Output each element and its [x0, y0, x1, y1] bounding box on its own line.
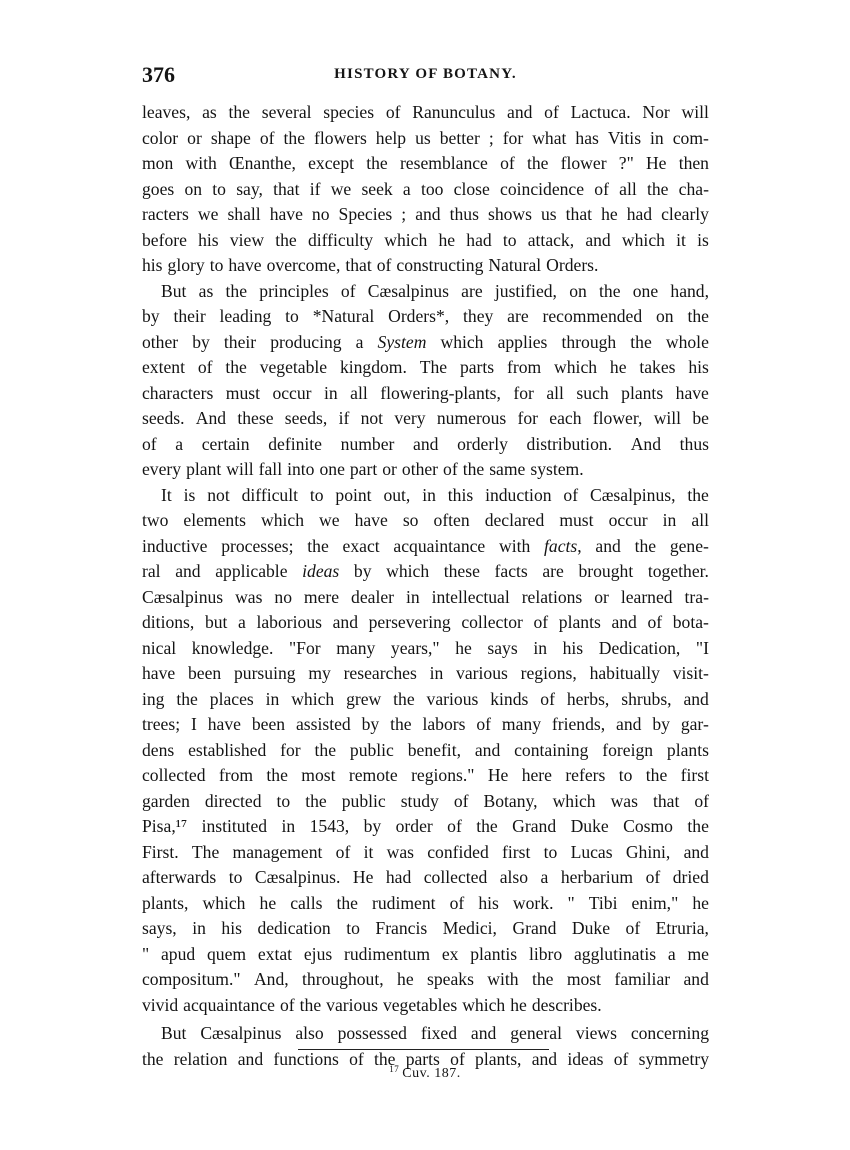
footnote-rule: [298, 1049, 549, 1050]
text-line: ral and applicable ideas by which these facts are brought together.: [142, 561, 709, 581]
text-line: by their leading to *Natural Orders*, they are recommended on the: [142, 306, 709, 326]
text-line: racters we shall have no Species ; and thus shows us that he had clearly: [142, 204, 709, 224]
text-line: ing the places in which grew the various kinds of herbs, shrubs, and: [142, 688, 709, 709]
text-line: before his view the difficulty which he had to attack, and which it is: [142, 229, 709, 250]
text-line: says, in his dedication to Francis Medici, Grand Duke of Etruria,: [142, 918, 709, 938]
text-line: inductive processes; the exact acquaintance with facts, and the gene-: [142, 535, 709, 556]
text-line: of a certain definite number and orderly distribution. And thus: [142, 433, 709, 454]
text-line: have been pursuing my researches in various regions, habitually visit-: [142, 663, 709, 683]
text-line: characters must occur in all flowering-plants, for all such plants have: [142, 382, 709, 403]
text-line: But Cæsalpinus also possessed fixed and general views concerning: [161, 1023, 709, 1043]
text-line: It is not difficult to point out, in this induction of Cæsalpinus, the: [161, 484, 709, 505]
text-line: seeds. And these seeds, if not very numerous for each flower, will be: [142, 408, 709, 428]
footnote: [0, 1064, 850, 1082]
paragraph: [142, 279, 709, 483]
footnote-text: Cuv. 187.: [402, 1066, 461, 1081]
text-line: plants, which he calls the rudiment of his work. " Tibi enim," he: [142, 892, 709, 913]
text-line: compositum." And, throughout, he speaks with the most familiar and: [142, 969, 709, 989]
text-line: goes on to say, that if we seek a too close coincidence of all the cha-: [142, 178, 709, 199]
text-line: mon with Œnanthe, except the resemblance of the flower ?" He then: [142, 153, 709, 173]
text-line: afterwards to Cæsalpinus. He had collected also a herbarium of dried: [142, 867, 709, 887]
text-line: the relation and functions of the parts of plants, and ideas of symmetry: [142, 1048, 709, 1069]
text-line: nical knowledge. "For many years," he says in his Dedication, "I: [142, 637, 709, 658]
text-line: leaves, as the several species of Ranunculus and of Lactuca. Nor will: [142, 102, 709, 122]
text-line: " apud quem extat ejus rudimentum ex plantis libro agglutinatis a me: [142, 943, 709, 964]
paragraph: [142, 483, 709, 1019]
text-line: But as the principles of Cæsalpinus are justified, on the one hand,: [161, 280, 709, 301]
running-head: [142, 62, 709, 88]
text-line: two elements which we have so often declared must occur in all: [142, 510, 709, 530]
body-text: [142, 100, 709, 1072]
text-line: his glory to have overcome, that of constructing Natural Orders.: [142, 255, 599, 275]
text-line: First. The management of it was confided first to Lucas Ghini, and: [142, 841, 709, 862]
text-line: Cæsalpinus was no mere dealer in intellectual relations or learned tra-: [142, 586, 709, 607]
text-line: dens established for the public benefit, and containing foreign plants: [142, 739, 709, 760]
text-line: extent of the vegetable kingdom. The parts from which he takes his: [142, 357, 709, 377]
text-line: ditions, but a laborious and persevering collector of plants and of bota-: [142, 612, 709, 632]
text-line: every plant will fall into one part or other of the same system.: [142, 459, 584, 479]
text-line: garden directed to the public study of Botany, which was that of: [142, 790, 709, 811]
running-title: HISTORY OF BOTANY.: [334, 66, 517, 82]
text-line: trees; I have been assisted by the labors of many friends, and by gar-: [142, 714, 709, 734]
text-line: other by their producing a System which applies through the whole: [142, 331, 709, 352]
text-line: collected from the most remote regions." He here refers to the first: [142, 765, 709, 785]
page-number: 376: [142, 62, 175, 87]
paragraph: [142, 100, 709, 279]
text-line: Pisa,¹⁷ instituted in 1543, by order of the Grand Duke Cosmo the: [142, 816, 709, 836]
text-line: vivid acquaintance of the various vegetables which he describes.: [142, 994, 602, 1015]
footnote-marker: 17: [389, 1064, 400, 1074]
text-line: color or shape of the flowers help us better ; for what has Vitis in com-: [142, 127, 709, 148]
